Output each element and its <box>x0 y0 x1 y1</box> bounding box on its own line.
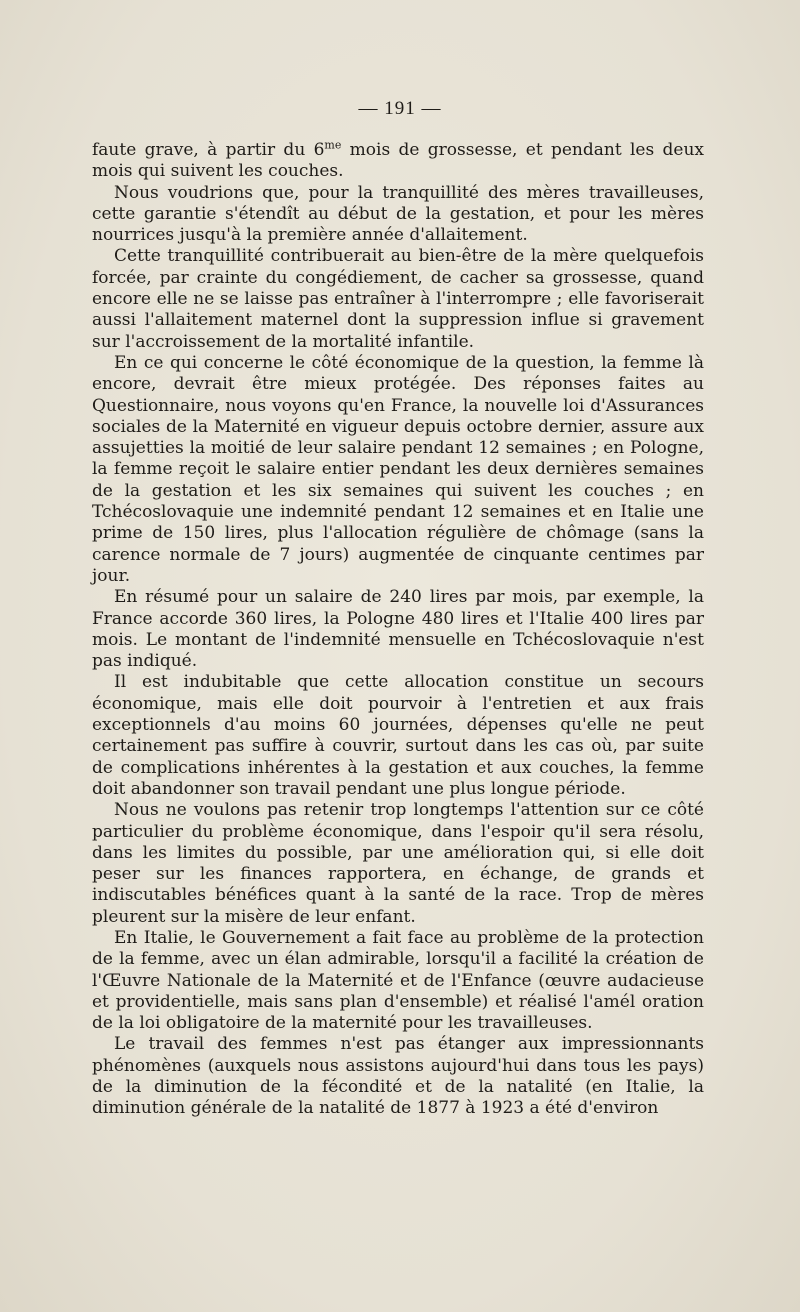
paragraph-6: Il est indubitable que cette allocation constitue un secours économique, mais elle doit pourvoir à l'entretien et aux frais exceptionnels d'au moins 60 journées, dépenses qu'elle ne peut certainement pas suffire à couvrir, surtout dans les cas où, par suite de complications inhérentes à la gestation et aux couches, la femme doit abandonner son travail pendant une plus longue période. <box>92 672 704 799</box>
paragraph-9: Le travail des femmes n'est pas étanger aux impressionnants phénomènes (auxquels nous assistons aujourd'hui dans tous les pays) de la diminution de la fécondité et de la natalité (en Italie, la diminution générale de la natalité de 1877 à 1923 a été d'environ <box>92 1034 704 1119</box>
paragraph-8: En Italie, le Gouvernement a fait face au problème de la protection de la femme, avec un élan admirable, lorsqu'il a facilité la création de l'Œuvre Nationale de la Maternité et de l'Enfance (œuvre audacieuse et providentielle, mais sans plan d'ensemble) et réalisé l'amél oration de la loi obligatoire de la maternité pour les travailleuses. <box>92 927 704 1034</box>
paragraph-5: En résumé pour un salaire de 240 lires par mois, par exemple, la France accorde 360 lires, la Pologne 480 lires et l'Italie 400 lires par mois. Le montant de l'indemnité mensuelle en Tchécoslovaquie n'est pas indiqué. <box>92 587 704 672</box>
paragraph-3: Cette tranquillité contribuerait au bien-être de la mère quelquefois forcée, par crainte du congédiement, de cacher sa grossesse, quand encore elle ne se laisse pas entraîner à l'interrompre ; elle favoriserait aussi l'allaitement maternel dont la suppression influe si gravement sur l'accroissement de la mortalité infantile. <box>92 246 704 352</box>
ordinal-superscript: me <box>324 138 342 152</box>
paragraph-2: Nous voudrions que, pour la tranquillité des mères travailleuses, cette garantie s'étendît au début de la gestation, et pour les mères nourrices jusqu'à la première année d'allaitement. <box>92 182 704 246</box>
paragraph-1-end: mois de grossesse, et pendant les deux mois qui suivent les couches. <box>92 140 704 182</box>
paragraph-7: Nous ne voulons pas retenir trop longtemps l'attention sur ce côté particulier du problème économique, dans l'espoir qu'il sera résolu, dans les limites du possible, par une amélioration qui, si elle doit peser sur les finances rapportera, en échange, de grands et indiscutables bénéfices quant à la santé de la race. Trop de mères pleurent sur la misère de leur enfant. <box>92 800 704 927</box>
paragraph-1 <box>92 140 704 183</box>
body-text <box>92 140 704 1120</box>
paragraph-1-start: faute grave, à partir du 6 <box>92 140 325 160</box>
paragraph-4: En ce qui concerne le côté économique de la question, la femme là encore, devrait être mieux protégée. Des réponses faites au Questionnaire, nous voyons qu'en France, la nouvelle loi d'Assurances sociales de la Maternité en vigueur depuis octobre dernier, assure aux assujetties la moitié de leur salaire pendant 12 semaines ; en Pologne, la femme reçoit le salaire entier pendant les deux dernières semaines de la gestation et les six semaines qui suivent les couches ; en Tchécoslovaquie une indemnité pendant 12 semaines et en Italie une prime de 150 lires, plus l'allocation régulière de chômage (sans la carence normale de 7 jours) augmentée de cinquante centimes par jour. <box>92 352 704 586</box>
page-number: — 191 — <box>358 98 442 119</box>
